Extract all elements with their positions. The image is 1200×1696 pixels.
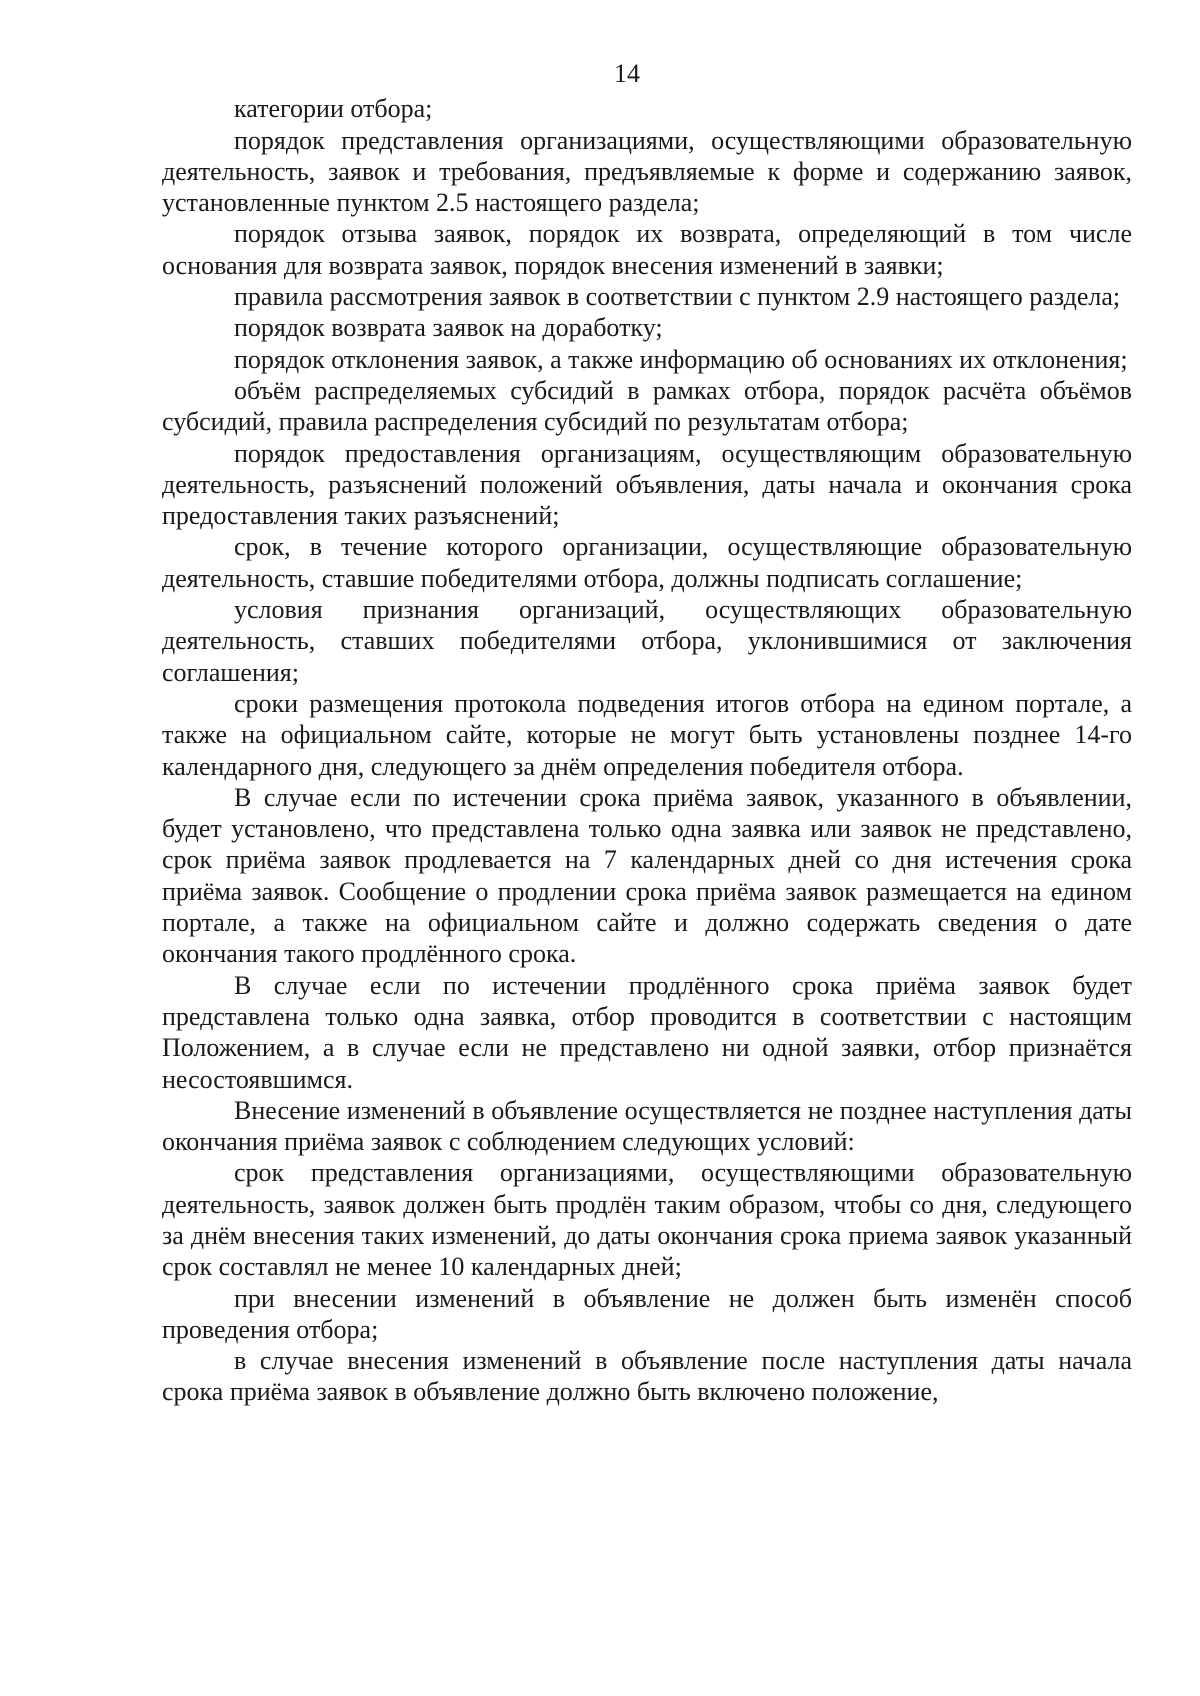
paragraph: правила рассмотрения заявок в соответствии с пунктом 2.9 настоящего раздела; xyxy=(234,282,1121,312)
paragraph: в случае внесения изменений в объявление после наступления даты начала срока приёма заявок в объявление должно быть включено положение, xyxy=(162,1346,1132,1407)
paragraph: срок представления организациями, осуществляющими образовательную деятельность, заявок должен быть продлён таким образом, чтобы со дня, следующего за днём внесения таких изменений, до даты окончания срока приема заявок указанный срок составлял не менее 10 календарных дней; xyxy=(162,1158,1132,1282)
paragraph: В случае если по истечении продлённого срока приёма заявок будет представлена только одна заявка, отбор проводится в соответствии с настоящим Положением, а в случае если не представлено ни одной заявки, отбор признаётся несостоявшимся. xyxy=(162,970,1132,1094)
paragraph: при внесении изменений в объявление не должен быть изменён способ проведения отбора; xyxy=(162,1283,1132,1344)
paragraph: порядок отзыва заявок, порядок их возврата, определяющий в том числе основания для возврата заявок, порядок внесения изменений в заявки; xyxy=(162,219,1132,280)
paragraph: условия признания организаций, осуществляющих образовательную деятельность, ставших победителями отбора, уклонившимися от заключения соглашения; xyxy=(162,595,1132,687)
page-number: 14 xyxy=(614,59,640,88)
paragraph: порядок представления организациями, осуществляющими образовательную деятельность, заявок и требования, предъявляемые к форме и содержанию заявок, установленные пунктом 2.5 настоящего раздела; xyxy=(162,125,1132,218)
paragraph: сроки размещения протокола подведения итогов отбора на едином портале, а также на официальном сайте, которые не могут быть установлены позднее 14-го календарного дня, следующего за днём определения победителя отбора. xyxy=(162,688,1132,781)
paragraph: категории отбора; xyxy=(234,94,433,124)
paragraph: порядок отклонения заявок, а также информацию об основаниях их отклонения; xyxy=(234,344,1128,374)
paragraph: порядок возврата заявок на доработку; xyxy=(234,313,663,343)
paragraph: срок, в течение которого организации, осуществляющие образовательную деятельность, ставшие победителями отбора, должны подписать соглашение; xyxy=(162,532,1132,593)
paragraph: В случае если по истечении срока приёма заявок, указанного в объявлении, будет установлено, что представлена только одна заявка или заявок не представлено, срок приёма заявок продлевается на 7 календарных дней со дня истечения срока приёма заявок. Сообщение о продлении срока приёма заявок размещается на едином портале, а также на официальном сайте и должно содержать сведения о дате окончания такого продлённого срока. xyxy=(162,782,1132,969)
paragraph: объём распределяемых субсидий в рамках отбора, порядок расчёта объёмов субсидий, правила распределения субсидий по результатам отбора; xyxy=(162,375,1132,437)
body-text xyxy=(162,93,1132,1407)
paragraph: Внесение изменений в объявление осуществляется не позднее наступления даты окончания приёма заявок с соблюдением следующих условий: xyxy=(162,1095,1132,1157)
paragraph: порядок предоставления организациям, осуществляющим образовательную деятельность, разъяснений положений объявления, даты начала и окончания срока предоставления таких разъяснений; xyxy=(162,438,1132,531)
